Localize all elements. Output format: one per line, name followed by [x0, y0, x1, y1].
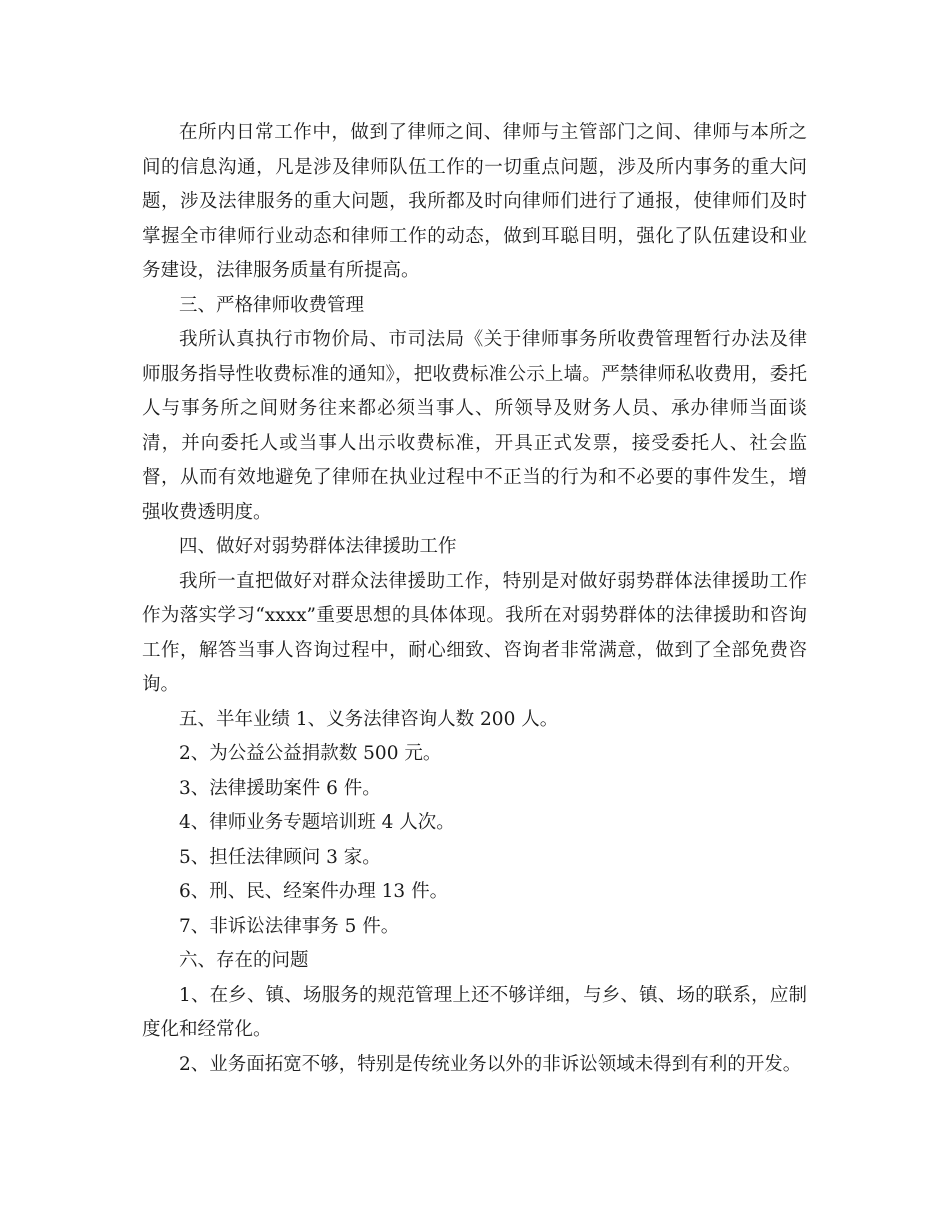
- paragraph-communication: 在所内日常工作中，做到了律师之间、律师与主管部门之间、律师与本所之间的信息沟通，凡是涉及律师队伍工作的一切重点问题，涉及所内事务的重大问题，涉及法律服务的重大问题，我所都及时向律师们进行了通报，使律师们及时掌握全市律师行业动态和律师工作的动态，做到耳聪目明，强化了队伍建设和业务建设，法律服务质量有所提高。: [142, 122, 807, 281]
- list-item-performance-3: 3、法律援助案件 6 件。: [179, 777, 381, 799]
- list-item-performance-5: 5、担任法律顾问 3 家。: [179, 846, 381, 868]
- section-heading-fee-management: 三、严格律师收费管理: [179, 294, 365, 316]
- paragraph-problem-2: 2、业务面拓宽不够，特别是传统业务以外的非诉讼领域未得到有利的开发。: [179, 1053, 802, 1075]
- section-heading-problems: 六、存在的问题: [179, 950, 309, 971]
- section-heading-legal-aid: 四、做好对弱势群体法律援助工作: [179, 536, 457, 557]
- paragraph-fee-management: 我所认真执行市物价局、市司法局《关于律师事务所收费管理暂行办法及律师服务指导性收费标准的通知》，把收费标准公示上墙。严禁律师私收费用，委托人与事务所之间财务往来都必须当事人、所领导及财务人员、承办律师当面谈清，并向委托人或当事人出示收费标准，开具正式发票，接受委托人、社会监督，从而有效地避免了律师在执业过程中不正当的行为和不必要的事件发生，增强收费透明度。: [142, 329, 807, 523]
- paragraph-legal-aid: 我所一直把做好对群众法律援助工作，特别是对做好弱势群体法律援助工作作为落实学习“xxxx”重要思想的具体体现。我所在对弱势群体的法律援助和咨询工作，解答当事人咨询过程中，耐心细致、咨询者非常满意，做到了全部免费咨询。: [142, 570, 807, 695]
- list-item-performance-2: 2、为公益公益捐款数 500 元。: [179, 743, 442, 764]
- list-item-performance-4: 4、律师业务专题培训班 4 人次。: [179, 812, 455, 833]
- document-body: [142, 116, 807, 1082]
- list-item-performance-1: 五、半年业绩 1、义务法律咨询人数 200 人。: [179, 708, 559, 730]
- list-item-performance-6: 6、刑、民、经案件办理 13 件。: [179, 881, 449, 902]
- paragraph-problem-1: 1、在乡、镇、场服务的规范管理上还不够详细，与乡、镇、场的联系，应制度化和经常化。: [142, 984, 807, 1040]
- list-item-performance-7: 7、非诉讼法律事务 5 件。: [179, 915, 400, 937]
